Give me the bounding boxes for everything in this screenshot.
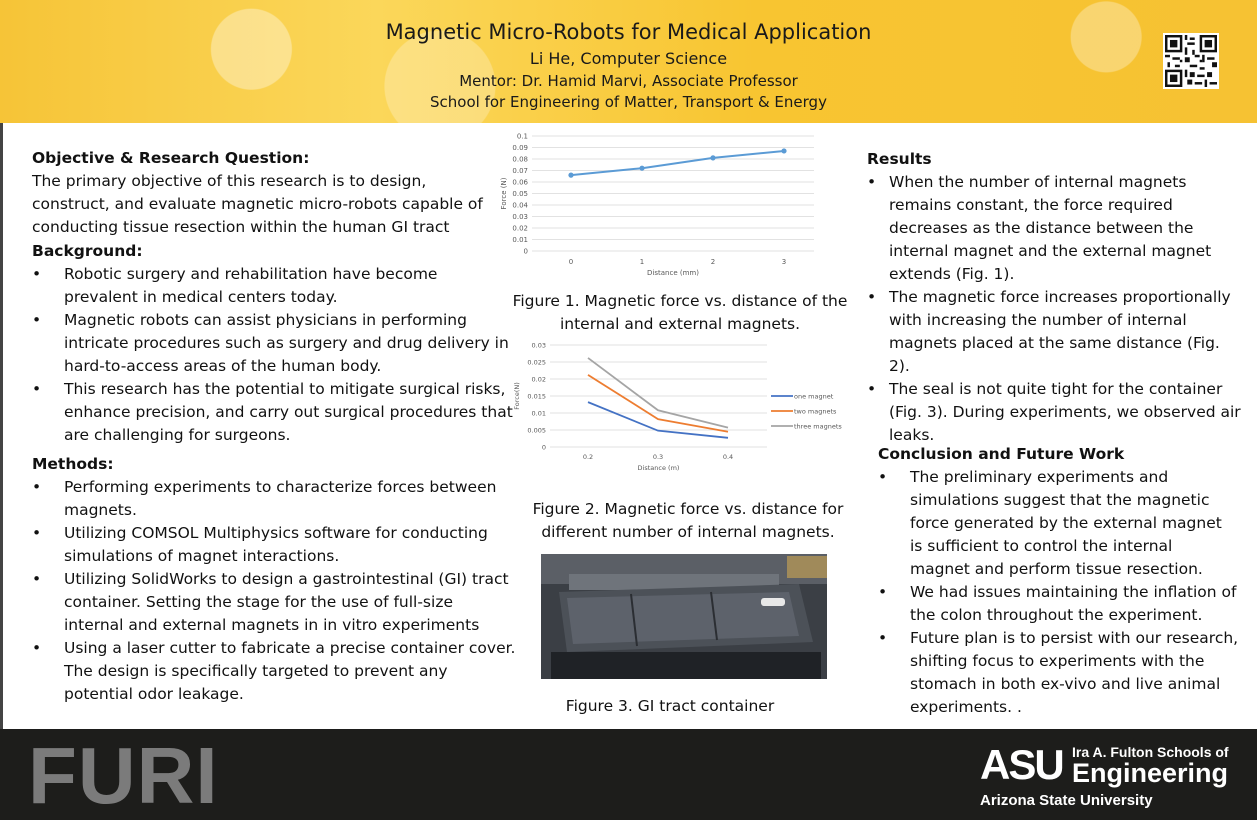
asu-school-line: Ira A. Fulton Schools of	[1072, 744, 1229, 760]
y-tick-label: 0.02	[512, 224, 528, 233]
y-tick-label: 0.02	[531, 375, 546, 384]
series-line	[571, 151, 784, 175]
series-line	[588, 358, 728, 428]
list-item: • Utilizing SolidWorks to design a gastrointestinal (GI) tract container. Setting the stage for the use of full-size internal and external magnets in in vitro experiments	[32, 568, 517, 637]
objective-text: The primary objective of this research is to design, construct, and evaluate magnetic micro-robots capable of conducting tissue resection within the human GI tract	[32, 172, 483, 236]
y-tick-label: 0.08	[512, 155, 528, 164]
x-tick-label: 0.4	[722, 453, 734, 461]
legend-label: one magnet	[794, 392, 834, 401]
results-section	[867, 148, 1242, 447]
background-list	[32, 263, 517, 447]
y-tick-label: 0.03	[512, 213, 528, 221]
list-item: • Robotic surgery and rehabilitation have become prevalent in medical centers today.	[32, 263, 484, 309]
x-tick-label: 0.2	[582, 453, 594, 461]
gi-tract-container-photo	[541, 554, 827, 679]
objective-heading: Objective & Research Question:	[32, 149, 310, 167]
furi-logo: FURI	[28, 731, 219, 820]
y-tick-label: 0.005	[527, 426, 546, 435]
poster-header	[0, 0, 1257, 123]
conclusion-section	[878, 443, 1243, 719]
list-item: • This research has the potential to mitigate surgical risks, enhance precision, and carry out surgical procedures that are challenging for surgeons.	[32, 378, 517, 447]
y-tick-label: 0.03	[531, 341, 546, 350]
background-heading: Background:	[32, 242, 143, 260]
list-item: • The magnetic force increases proportionally with increasing the number of internal magnets placed at the same distance (Fig. 2).	[867, 286, 1242, 378]
y-tick-label: 0.1	[516, 132, 528, 141]
y-tick-label: 0.01	[512, 236, 528, 244]
figure1-chart	[496, 128, 826, 288]
list-item: • We had issues maintaining the inflation of the colon throughout the experiment.	[878, 581, 1243, 627]
y-tick-label: 0.01	[531, 409, 546, 418]
figure2-caption: Figure 2. Magnetic force vs. distance for different number of internal magnets.	[532, 500, 844, 541]
data-point	[568, 173, 573, 178]
y-tick-label: 0.05	[512, 190, 528, 198]
list-item: • Magnetic robots can assist physicians in performing intricate procedures such as surgery and drug delivery in hard-to-access areas of the human body.	[32, 309, 517, 378]
figure2-chart	[505, 338, 855, 488]
list-item: • Future plan is to persist with our research, shifting focus to experiments with the stomach in both ex-vivo and live animal experiments. .	[878, 627, 1243, 719]
data-point	[710, 155, 715, 160]
x-axis-label: Distance (mm)	[647, 269, 699, 277]
list-item: • Using a laser cutter to fabricate a precise container cover. The design is specifically targeted to prevent any potential odor leakage.	[32, 637, 517, 706]
data-point	[781, 148, 786, 153]
y-tick-label: 0.07	[512, 167, 528, 175]
y-tick-label: 0.025	[527, 358, 546, 367]
x-tick-label: 0.3	[652, 453, 664, 461]
figure1-caption: Figure 1. Magnetic force vs. distance of the internal and external magnets.	[512, 292, 848, 333]
conclusion-list	[878, 466, 1243, 719]
methods-heading: Methods:	[32, 455, 114, 473]
list-item: • The seal is not quite tight for the container (Fig. 3). During experiments, we observed air leaks.	[867, 378, 1242, 447]
y-axis-label: Force(N)	[513, 382, 521, 410]
x-tick-label: 3	[781, 258, 787, 266]
y-tick-label: 0.06	[512, 178, 528, 187]
data-point	[639, 166, 644, 171]
y-tick-label: 0.04	[512, 201, 528, 210]
poster-title: Magnetic Micro-Robots for Medical Application	[385, 20, 872, 44]
mentor-line: Mentor: Dr. Hamid Marvi, Associate Professor	[459, 72, 798, 90]
x-tick-label: 1	[639, 258, 645, 266]
author-line: Li He, Computer Science	[529, 49, 728, 68]
y-tick-label: 0	[523, 247, 528, 256]
left-border	[0, 123, 3, 729]
list-item: • The preliminary experiments and simulations suggest that the magnetic force generated by the external magnet is sufficient to control the internal magnet and perform tissue resection.	[878, 466, 1230, 581]
list-item: • Utilizing COMSOL Multiphysics software for conducting simulations of magnet interactions.	[32, 522, 524, 568]
y-tick-label: 0.09	[512, 144, 528, 152]
legend-label: two magnets	[794, 407, 837, 416]
methods-list	[32, 476, 517, 706]
left-column	[32, 147, 517, 706]
legend-label: three magnets	[794, 422, 842, 431]
x-tick-label: 2	[710, 258, 716, 266]
list-item: • When the number of internal magnets remains constant, the force required decreases as the distance between the internal magnet and the external magnet extends (Fig. 1).	[867, 171, 1219, 286]
y-tick-label: 0.015	[527, 392, 546, 401]
results-list	[867, 171, 1242, 447]
asu-wordmark: ASU	[980, 741, 1063, 788]
school-line: School for Engineering of Matter, Transport & Energy	[430, 93, 827, 111]
y-axis-label: Force (N)	[500, 177, 508, 210]
x-tick-label: 0	[568, 258, 574, 266]
asu-engineering-text: Engineering	[1072, 758, 1229, 788]
y-tick-label: 0	[541, 443, 546, 452]
x-axis-label: Distance (m)	[637, 464, 680, 472]
qr-code-icon[interactable]	[1163, 33, 1219, 89]
asu-university-text: Arizona State University	[980, 792, 1153, 809]
figure3-caption: Figure 3. GI tract container	[565, 697, 775, 715]
list-item: • Performing experiments to characterize forces between magnets.	[32, 476, 524, 522]
results-heading: Results	[867, 150, 932, 168]
conclusion-heading: Conclusion and Future Work	[878, 445, 1125, 463]
